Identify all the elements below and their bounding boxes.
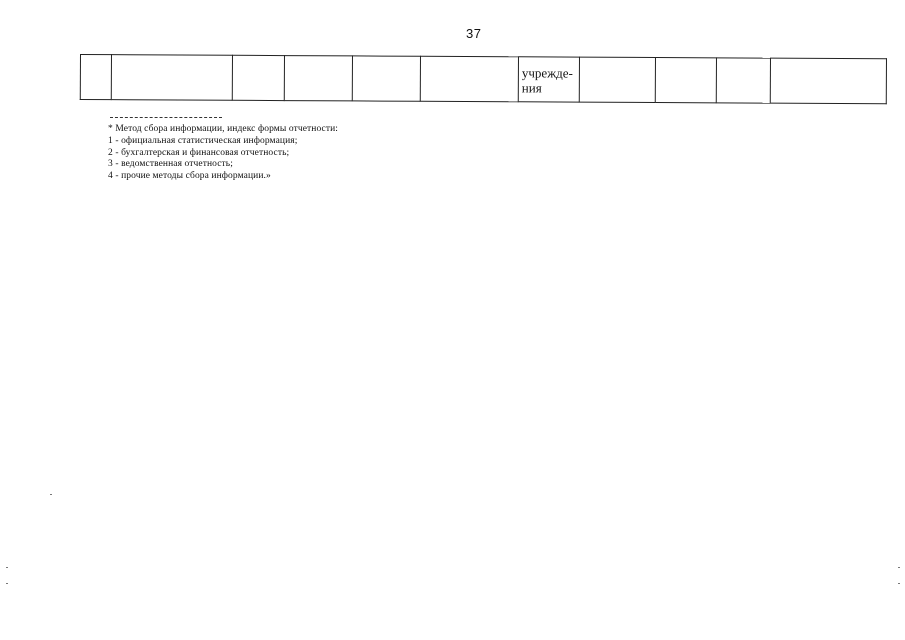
scan-speck <box>50 494 52 495</box>
table-cell <box>284 56 352 101</box>
table-fragment <box>80 54 886 108</box>
table-cell <box>111 55 232 101</box>
table-cell <box>716 58 770 103</box>
footnote-item: 3 - ведомственная отчетность; <box>108 159 233 170</box>
page-number: 37 <box>466 26 482 41</box>
footnote-item: 1 - официальная статистическая информация; <box>108 135 298 146</box>
footnote-item: 4 - прочие методы сбора информации.» <box>108 171 271 182</box>
footnote-separator <box>110 117 222 118</box>
table-cell <box>352 56 420 101</box>
table-cell <box>655 58 716 103</box>
scan-speck <box>898 583 900 584</box>
table-cell <box>232 55 284 100</box>
table-cell: учрежде- ния <box>518 57 579 102</box>
footnote-item: 2 - бухгалтерская и финансовая отчетность; <box>108 147 290 158</box>
table-cell <box>420 56 518 102</box>
footnote <box>108 124 338 183</box>
scan-speck <box>6 567 8 568</box>
footnote-heading: * Метод сбора информации, индекс формы отчетности: <box>108 124 339 134</box>
scan-speck <box>898 567 900 568</box>
table-cell <box>80 55 111 100</box>
scan-speck <box>6 583 8 584</box>
continuation-table <box>80 54 887 104</box>
table-row <box>80 55 886 104</box>
table-cell <box>770 58 886 104</box>
table-cell <box>579 57 655 102</box>
